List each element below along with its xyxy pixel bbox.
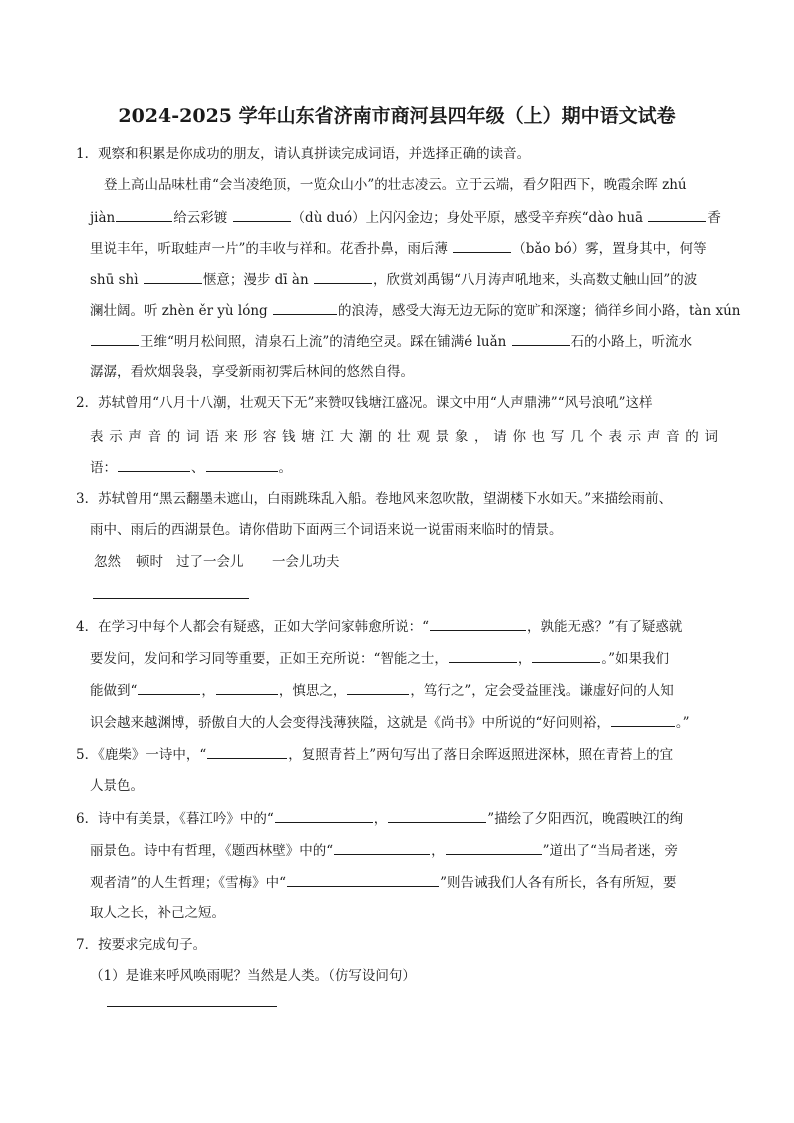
q3-answer-line: [92, 584, 250, 605]
answer-blank[interactable]: [648, 207, 706, 222]
q3-word-3: 过了一会儿: [176, 554, 244, 570]
q2-line-3: 语： 、 。: [90, 457, 292, 478]
q7-answer-line: [106, 992, 278, 1013]
q6-line-2: 丽景色。诗中有哲理，《题西林壁》中的“ ， ”道出了“当局者迷，旁: [90, 840, 678, 861]
q3-line-2: 雨中、雨后的西湖景色。请你借助下面两三个词语来说一说雷雨来临时的情景。: [90, 522, 563, 538]
answer-blank[interactable]: [138, 680, 200, 695]
q1-passage-line-5: 澜壮阔。听 zhèn ěr yù lóng 的浪涛，感受大海无边无际的宽旷和深邃；徜徉乡间小路，tàn xún: [90, 300, 740, 321]
q7-sub-question-1: （1）是谁来呼风唤雨呢？当然是人类。（仿写设问句）: [90, 968, 416, 984]
answer-blank[interactable]: [334, 840, 430, 855]
answer-blank[interactable]: [207, 744, 287, 759]
q4-line-3: 能做到“ ， ，慎思之， ，笃行之”，定会受益匪浅。谦虚好问的人知: [90, 680, 674, 701]
answer-blank[interactable]: [512, 331, 570, 346]
answer-blank[interactable]: [347, 680, 409, 695]
q3-word-1: 忽然: [94, 554, 121, 570]
q6-line-3: 观者清”的人生哲理；《雪梅》中“ ”则告诫我们人各有所长，各有所短，要: [90, 872, 676, 893]
q1-stem: 1．观察和积累是你成功的朋友，请认真拼读完成词语，并选择正确的读音。: [76, 146, 531, 162]
answer-blank[interactable]: [216, 680, 278, 695]
answer-blank[interactable]: [430, 616, 526, 631]
q1-passage-line-7: 潺潺，看炊烟袅袅，享受新雨初霁后林间的悠然自得。: [90, 364, 414, 380]
q6-line-1: 6．诗中有美景，《暮江吟》中的“ ， ”描绘了夕阳西沉，晚霞映江的绚: [76, 808, 683, 829]
q2-line-1: 2．苏轼曾用“八月十八潮，壮观天下无”来赞叹钱塘江盛况。课文中用“人声鼎沸”“风号浪吼”这样: [76, 395, 653, 411]
answer-blank[interactable]: [453, 238, 511, 253]
q3-word-2: 顿时: [136, 554, 163, 570]
q6-line-4: 取人之长，补己之短。: [90, 905, 225, 921]
answer-blank[interactable]: [532, 648, 600, 663]
answer-blank[interactable]: [449, 648, 517, 663]
q1-passage-line-6: 王维“明月松间照，清泉石上流”的清绝空灵。踩在铺满é luǎn 石的小路上，听流水: [90, 331, 692, 352]
q4-line-1: 4．在学习中每个人都会有疑惑，正如大学问家韩愈所说：“ ，孰能无惑？”有了疑惑就: [76, 616, 682, 637]
q5-line-2: 人景色。: [90, 778, 144, 794]
answer-blank[interactable]: [275, 808, 373, 823]
answer-blank[interactable]: [118, 457, 190, 472]
answer-blank[interactable]: [446, 840, 542, 855]
answer-blank[interactable]: [116, 207, 172, 222]
answer-blank[interactable]: [273, 300, 337, 315]
answer-blank[interactable]: [388, 808, 486, 823]
answer-blank[interactable]: [314, 269, 372, 284]
answer-blank[interactable]: [91, 331, 139, 346]
q1-passage-line-3: 里说丰年，听取蛙声一片”的丰收与祥和。花香扑鼻，雨后薄 （bǎo bó）雾，置身其中，何等: [90, 238, 707, 259]
q7-stem: 7．按要求完成句子。: [76, 937, 207, 953]
q3-line-1: 3．苏轼曾用“黑云翻墨未遮山，白雨跳珠乱入船。卷地风来忽吹散，望湖楼下水如天。”来描绘雨前、: [76, 491, 673, 507]
answer-blank[interactable]: [287, 872, 439, 887]
page-title: 2024-2025 学年山东省济南市商河县四年级（上）期中语文试卷: [118, 105, 676, 127]
answer-blank[interactable]: [93, 584, 249, 599]
q5-line-1: 5．《鹿柴》一诗中，“ ，复照青苔上”两句写出了落日余晖返照进深林，照在青苔上的宜: [76, 744, 673, 765]
q2-line-2: 表示声音的词语来形容钱塘江大潮的壮观景象，请你也写几个表示声音的词: [90, 429, 718, 445]
answer-blank[interactable]: [144, 269, 202, 284]
answer-blank[interactable]: [233, 207, 291, 222]
q4-line-2: 要发问，发问和学习同等重要，正如王充所说：“智能之士， ， 。”如果我们: [90, 648, 669, 669]
q1-passage-line-1: 登上高山品味杜甫“会当凌绝顶，一览众山小”的壮志凌云。立于云端，看夕阳西下，晚霞余晖 zhú: [104, 177, 687, 193]
answer-blank[interactable]: [107, 992, 277, 1007]
q3-word-4: 一会儿功夫: [272, 554, 340, 570]
q1-passage-line-2: jiàn 给云彩镀 （dù duó）上闪闪金边；身处平原，感受辛弃疾“dào huā 香: [90, 207, 721, 228]
q1-passage-line-4: shū shì 惬意；漫步 dī àn ，欣赏刘禹锡“八月涛声吼地来，头高数丈触山回”的波: [90, 269, 697, 290]
answer-blank[interactable]: [611, 712, 675, 727]
q4-line-4: 识会越来越渊博，骄傲自大的人会变得浅薄狭隘，这就是《尚书》中所说的“好问则裕， 。”: [90, 712, 690, 733]
answer-blank[interactable]: [206, 457, 278, 472]
